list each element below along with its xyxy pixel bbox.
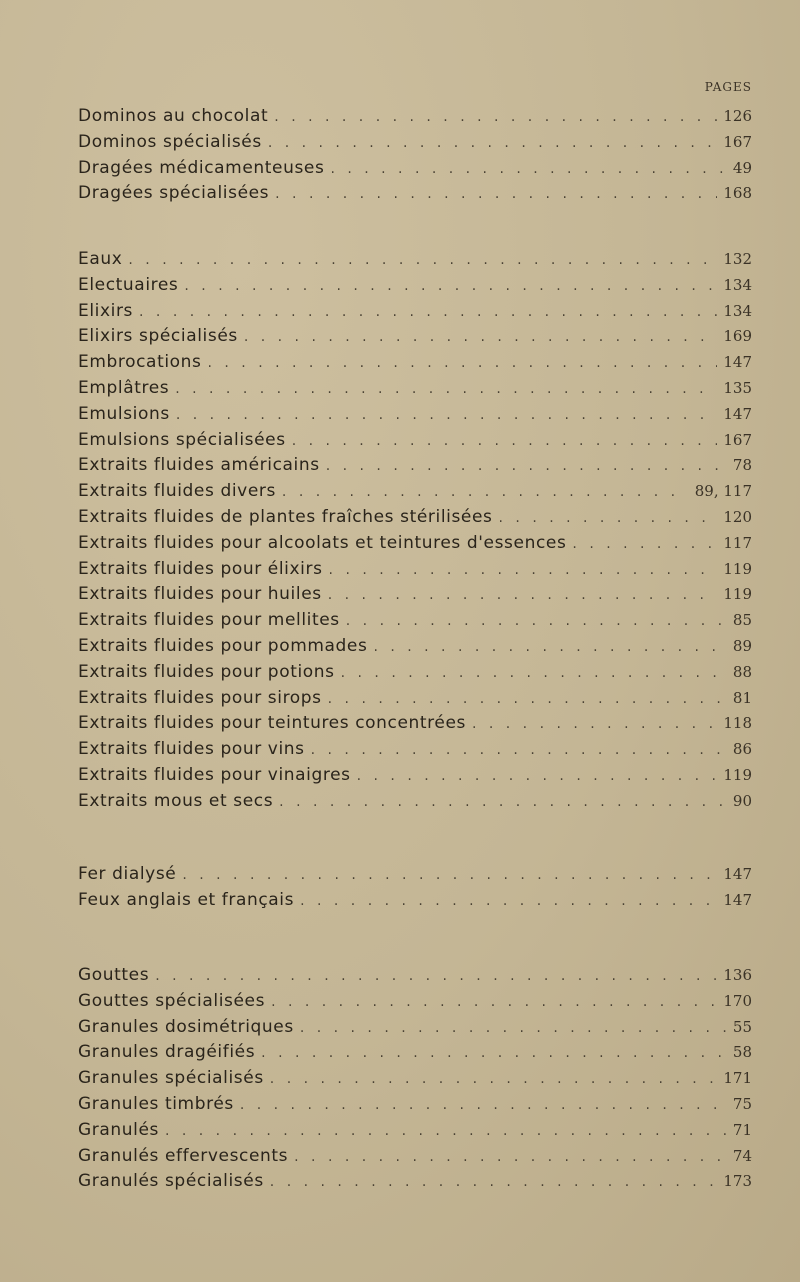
index-entry (78, 711, 752, 737)
entry-label: Gouttes spécialisées (78, 990, 266, 1011)
entry-label: Granules timbrés (78, 1093, 234, 1114)
entry-label: Extraits fluides pour potions (78, 661, 335, 682)
dot-leader (244, 325, 718, 351)
dot-leader (139, 300, 717, 326)
dot-leader (499, 506, 718, 532)
dot-leader (155, 964, 717, 990)
entry-label: Granulés effervescents (78, 1145, 289, 1166)
entry-page-number: 85 (732, 611, 752, 630)
dot-leader (282, 480, 689, 506)
entry-page-number: 120 (723, 507, 752, 526)
index-entry (78, 1066, 752, 1092)
entry-label: Dragées médicamenteuses (78, 157, 325, 178)
entry-page-number: 147 (723, 404, 752, 423)
entry-page-number: 58 (732, 1043, 752, 1062)
entry-page-number: 81 (732, 688, 752, 707)
entry-page-number: 167 (723, 132, 752, 151)
dot-leader (175, 377, 717, 403)
entry-page-number: 49 (732, 158, 752, 177)
index-entry (78, 888, 752, 914)
index-section-f (78, 862, 752, 914)
entry-label: Granulés spécialisés (78, 1171, 264, 1192)
entry-page-number: 118 (723, 714, 752, 733)
entry-label: Extraits fluides pour vinaigres (78, 764, 351, 785)
dot-leader (165, 1119, 727, 1145)
entry-page-number: 167 (723, 430, 752, 449)
index-entry (78, 1015, 752, 1041)
entry-label: Emplâtres (78, 377, 170, 398)
index-entry (78, 156, 752, 182)
index-entry (78, 428, 752, 454)
dot-leader (346, 609, 727, 635)
index-entry (78, 737, 752, 763)
index-entry (78, 608, 752, 634)
dot-leader (184, 274, 717, 300)
index-entry (78, 1118, 752, 1144)
pages-column-header: PAGES (704, 80, 752, 94)
index-entry (78, 1092, 752, 1118)
dot-leader (270, 1067, 718, 1093)
entry-page-number: 134 (723, 275, 752, 294)
index-entry (78, 376, 752, 402)
entry-label: Electuaires (78, 274, 179, 295)
index-entry (78, 453, 752, 479)
entry-page-number: 75 (732, 1094, 752, 1113)
entry-label: Extraits fluides pour pommades (78, 635, 368, 656)
entry-page-number: 147 (723, 865, 752, 883)
dot-leader (182, 863, 717, 889)
entry-label: Granulés (78, 1119, 159, 1140)
entry-label: Dominos au chocolat (78, 106, 269, 126)
entry-page-number: 134 (723, 301, 752, 320)
entry-page-number: 71 (732, 1120, 752, 1139)
dot-leader (292, 429, 718, 455)
entry-page-number: 170 (723, 991, 752, 1010)
dot-leader (270, 1170, 718, 1196)
entry-label: Extraits fluides de plantes fraîches stérilisées (78, 506, 493, 527)
index-entry (78, 582, 752, 608)
index-section-g (78, 963, 752, 1195)
entry-page-number: 119 (723, 559, 752, 578)
index-entry (78, 686, 752, 712)
dot-leader (128, 248, 717, 274)
index-entry (78, 479, 752, 505)
index-entry (78, 350, 752, 376)
dot-leader (279, 790, 727, 816)
dot-leader (271, 990, 717, 1016)
entry-label: Granules spécialisés (78, 1068, 264, 1089)
entry-label: Gouttes (78, 965, 150, 985)
entry-page-number: 55 (732, 1017, 752, 1036)
dot-leader (328, 583, 718, 609)
entry-page-number: 132 (723, 250, 752, 268)
entry-label: Emulsions (78, 403, 170, 424)
index-entry (78, 402, 752, 428)
entry-page-number: 171 (723, 1069, 752, 1088)
dot-leader (268, 131, 718, 157)
entry-label: Extraits fluides américains (78, 455, 320, 476)
entry-page-number: 86 (732, 740, 752, 759)
entry-label: Extraits fluides pour sirops (78, 687, 322, 708)
entry-page-number: 119 (723, 765, 752, 784)
index-entry (78, 324, 752, 350)
entry-page-number: 135 (723, 378, 752, 397)
index-entry (78, 299, 752, 325)
index-entry (78, 130, 752, 156)
dot-leader (373, 635, 726, 661)
entry-label: Extraits fluides pour teintures concentrées (78, 713, 466, 734)
entry-page-number: 90 (732, 791, 752, 810)
dot-leader (300, 889, 717, 915)
entry-page-number: 89, 117 (694, 482, 752, 501)
index-entry (78, 989, 752, 1015)
dot-leader (328, 687, 727, 713)
index-entry (78, 660, 752, 686)
index-entry (78, 557, 752, 583)
index-entry (78, 247, 752, 273)
entry-label: Eaux (78, 249, 123, 269)
dot-leader (275, 182, 717, 208)
index-entry (78, 1169, 752, 1195)
entry-label: Extraits fluides pour vins (78, 739, 305, 760)
index-entry (78, 763, 752, 789)
dot-leader (261, 1041, 727, 1067)
index-section-e (78, 247, 752, 815)
dot-leader (341, 661, 727, 687)
dot-leader (294, 1145, 727, 1171)
dot-leader (311, 738, 727, 764)
entry-label: Extraits mous et secs (78, 790, 274, 811)
index-entry (78, 963, 752, 989)
entry-page-number: 168 (723, 184, 752, 203)
dot-leader (357, 764, 718, 790)
dot-leader (329, 558, 718, 584)
entry-label: Extraits fluides pour huiles (78, 584, 322, 605)
index-entry (78, 531, 752, 557)
entry-label: Extraits fluides pour élixirs (78, 558, 323, 579)
dot-leader (300, 1016, 727, 1042)
dot-leader (208, 351, 718, 377)
dot-leader (274, 105, 717, 131)
entry-label: Elixirs spécialisés (78, 326, 238, 347)
index-entry (78, 1144, 752, 1170)
index-entry (78, 104, 752, 130)
dot-leader (472, 712, 717, 738)
entry-page-number: 169 (723, 327, 752, 346)
index-section-d (78, 104, 752, 207)
index-entry (78, 634, 752, 660)
entry-label: Extraits fluides pour alcoolats et teintures d'essences (78, 532, 567, 553)
entry-page-number: 173 (723, 1172, 752, 1191)
entry-label: Feux anglais et français (78, 889, 295, 910)
index-entry (78, 862, 752, 888)
entry-label: Granules dragéifiés (78, 1042, 256, 1063)
entry-page-number: 78 (732, 456, 752, 475)
index-entry (78, 1040, 752, 1066)
entry-page-number: 117 (723, 533, 752, 552)
index-entry (78, 505, 752, 531)
index-entry (78, 181, 752, 207)
entry-page-number: 119 (723, 585, 752, 604)
entry-label: Elixirs (78, 300, 134, 321)
entry-label: Dominos spécialisés (78, 131, 262, 152)
dot-leader (330, 157, 726, 183)
entry-label: Emulsions spécialisées (78, 429, 286, 450)
entry-page-number: 88 (732, 662, 752, 681)
entry-label: Fer dialysé (78, 864, 177, 884)
entry-page-number: 89 (732, 636, 752, 655)
dot-leader (326, 454, 727, 480)
entry-label: Embrocations (78, 352, 202, 373)
entry-page-number: 136 (723, 966, 752, 984)
entry-page-number: 74 (732, 1146, 752, 1165)
dot-leader (572, 532, 717, 558)
entry-page-number: 147 (723, 890, 752, 909)
entry-label: Extraits fluides pour mellites (78, 610, 340, 631)
entry-page-number: 147 (723, 353, 752, 372)
index-entry (78, 789, 752, 815)
dot-leader (240, 1093, 727, 1119)
index-entry (78, 273, 752, 299)
entry-label: Extraits fluides divers (78, 481, 276, 502)
entry-label: Dragées spécialisées (78, 183, 270, 204)
entry-page-number: 126 (723, 107, 752, 125)
entry-label: Granules dosimétriques (78, 1016, 294, 1037)
dot-leader (176, 403, 718, 429)
